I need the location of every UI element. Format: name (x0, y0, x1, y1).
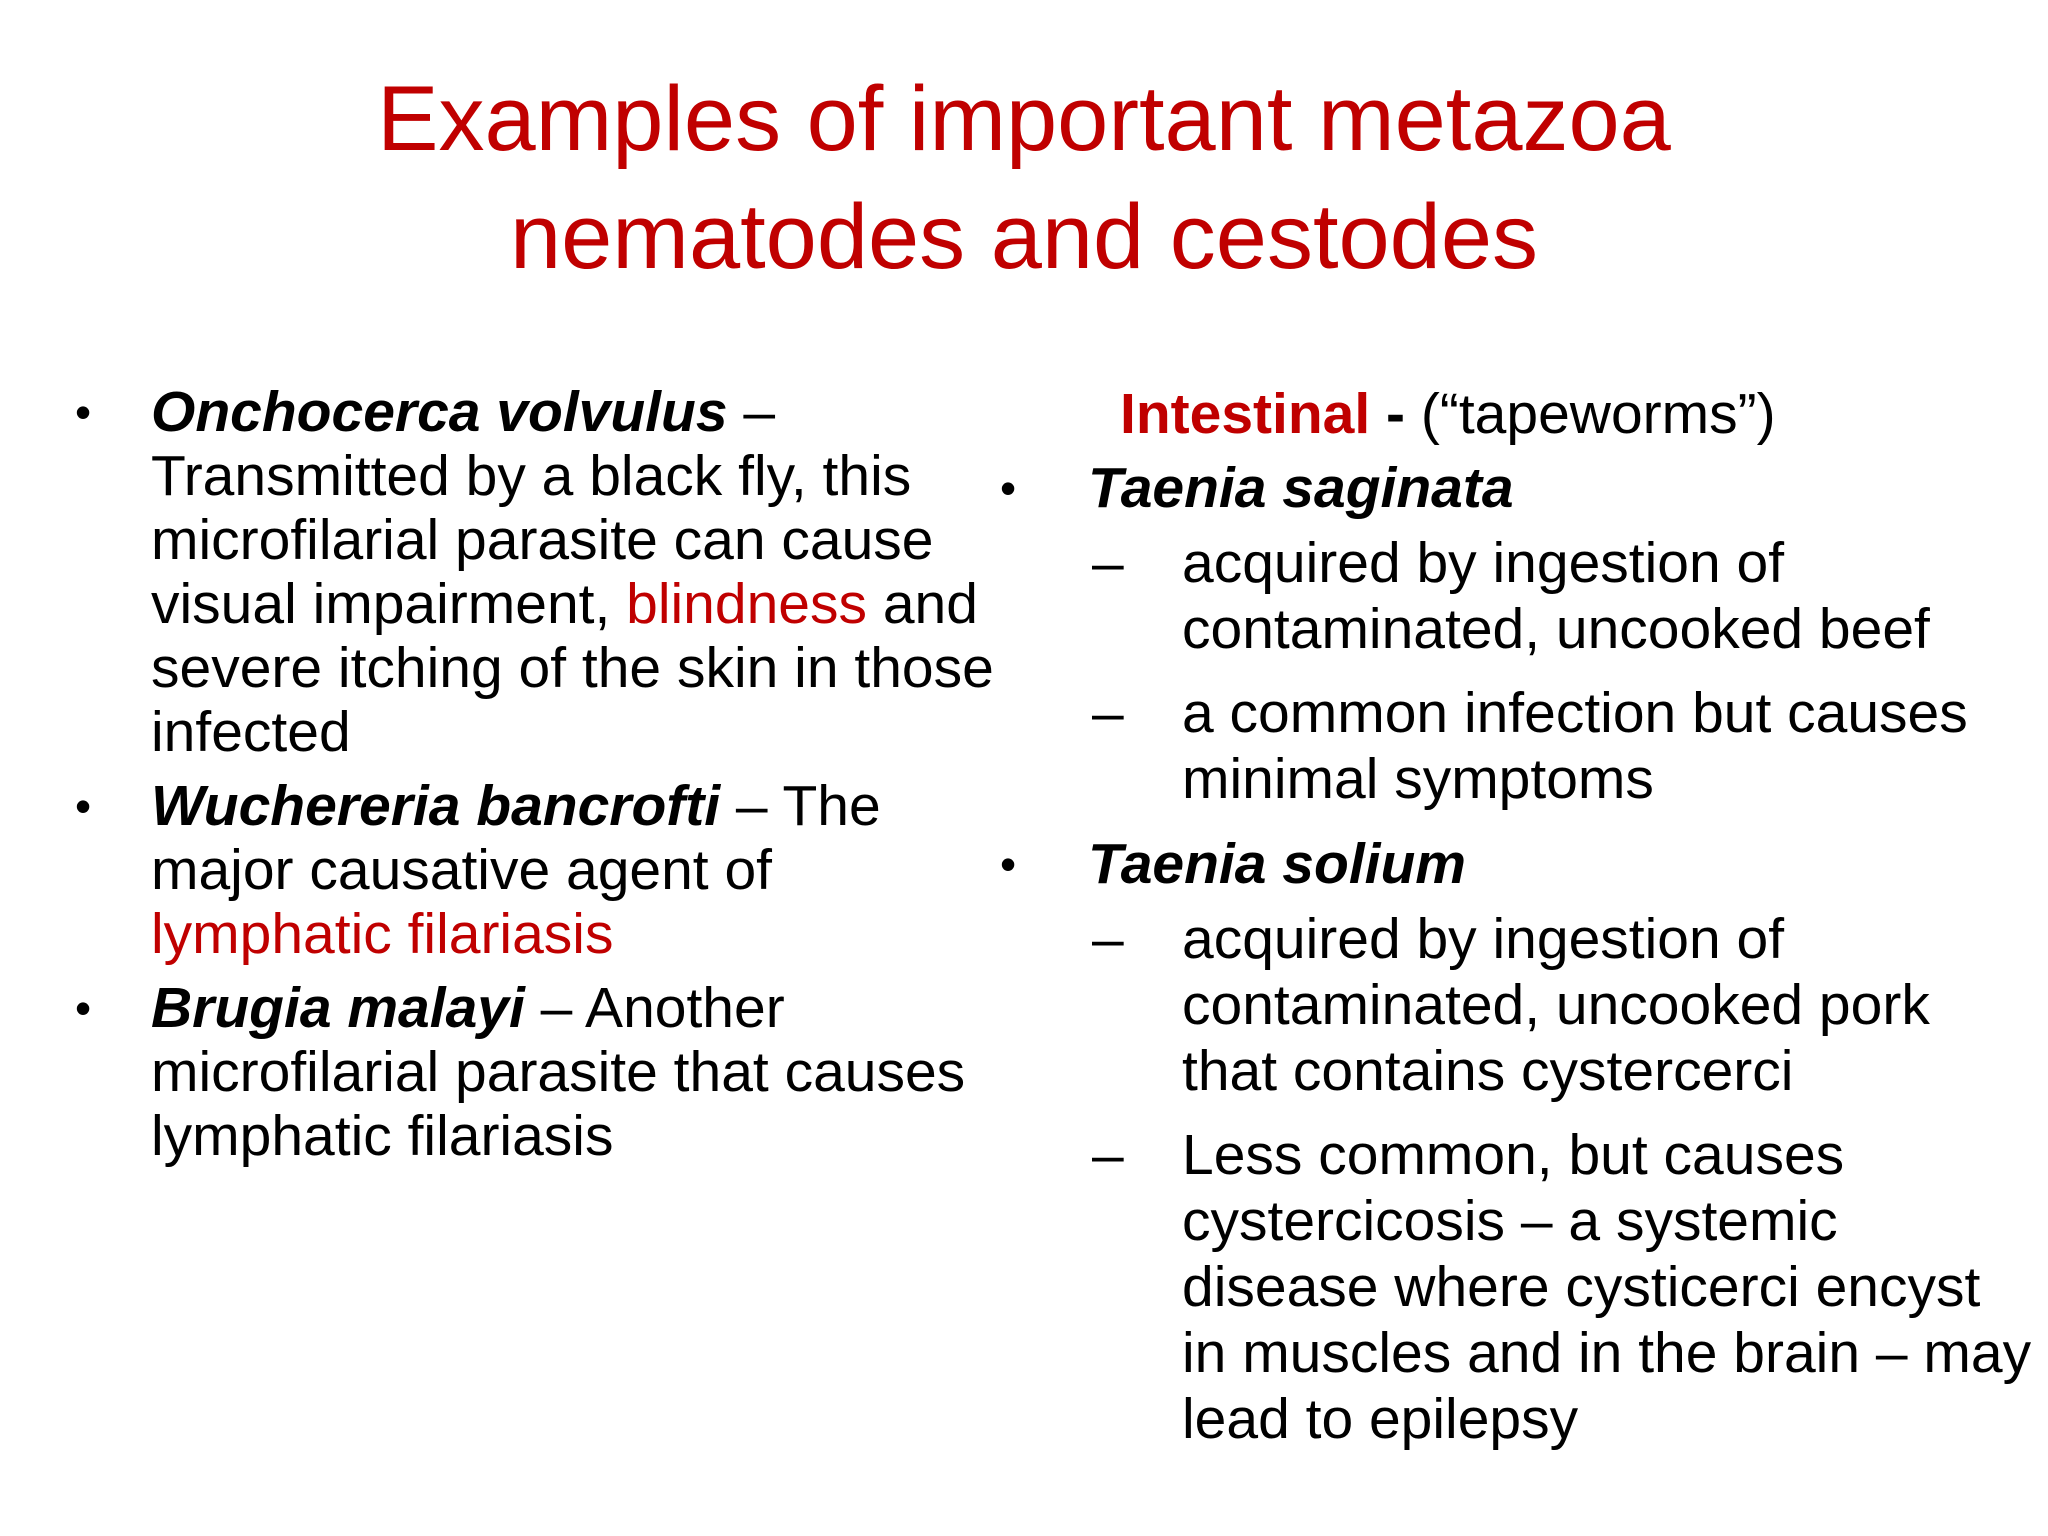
sub-point (1000, 1122, 2040, 1452)
title-line-2: nematodes and cestodes (509, 186, 1539, 288)
separator: – (720, 774, 783, 838)
sub-point (1000, 906, 2040, 1104)
list-item-brugia (75, 976, 995, 1168)
bullet-icon: • (75, 780, 92, 832)
heading-intestinal: Intestinal (1120, 382, 1371, 446)
list-item-wuchereria (75, 774, 995, 966)
sub-point-text: a common infection but causes minimal symptoms (1182, 681, 1968, 811)
cestodes-column (1000, 380, 2040, 1470)
section-heading (1000, 380, 2040, 448)
species-name: Onchocerca volvulus (151, 380, 728, 444)
heading-dash: - (1370, 382, 1421, 446)
species-name: Taenia solium (1088, 832, 1466, 896)
slide-title (0, 60, 2048, 296)
separator: – (524, 976, 586, 1040)
sub-point-text: acquired by ingestion of contaminated, uncooked pork that contains cystercerci (1182, 907, 1930, 1103)
dash-icon: – (1092, 1123, 1124, 1187)
description: The major causative agent of (151, 774, 881, 902)
sub-point-text: acquired by ingestion of contaminated, uncooked beef (1182, 531, 1930, 661)
description-cont: and severe itching of the skin in those infected (151, 572, 994, 764)
highlight-term: lymphatic filariasis (151, 902, 614, 966)
bullet-icon: • (1000, 838, 1017, 890)
nematodes-column (75, 380, 995, 1178)
species-name: Wuchereria bancrofti (151, 774, 721, 838)
sub-point-text: Less common, but causes cystercicosis – a systemic disease where cysticerci encyst in muscles and in the brain – may lead to epilepsy (1182, 1123, 2032, 1451)
bullet-icon: • (1000, 462, 1017, 514)
dash-icon: – (1092, 681, 1124, 745)
description: Transmitted by a black fly, this microfilarial parasite can cause visual impairment, (151, 444, 934, 636)
description: Another microfilarial parasite that causes lymphatic filariasis (151, 976, 966, 1168)
dash-icon: – (1092, 531, 1124, 595)
title-line-1: Examples of important metazoa (377, 68, 1671, 170)
bullet-icon: • (75, 982, 92, 1034)
list-item-onchocerca (75, 380, 995, 764)
species-taenia-saginata (1000, 454, 2040, 522)
separator: – (727, 380, 776, 444)
sub-point (1000, 530, 2040, 662)
species-taenia-solium (1000, 830, 2040, 898)
dash-icon: – (1092, 907, 1124, 971)
species-name: Taenia saginata (1088, 456, 1514, 520)
bullet-icon: • (75, 386, 92, 438)
sub-point (1000, 680, 2040, 812)
highlight-term: blindness (626, 572, 867, 636)
heading-tapeworms: (“tapeworms”) (1420, 382, 1776, 446)
species-name: Brugia malayi (151, 976, 525, 1040)
